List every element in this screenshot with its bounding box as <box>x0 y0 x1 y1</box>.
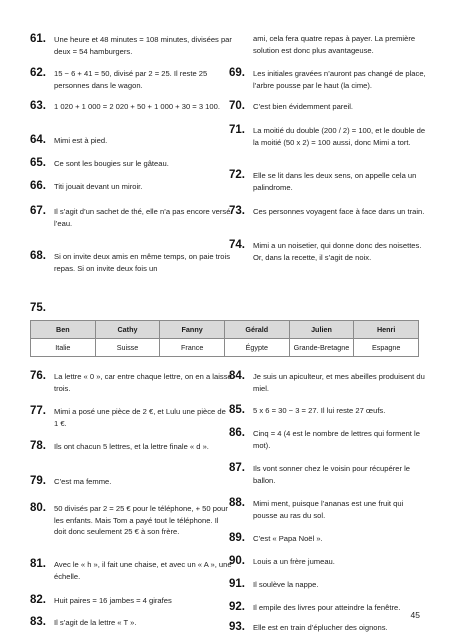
answer-number: 68. <box>30 250 46 262</box>
answer-number: 81. <box>30 558 46 570</box>
answer-number: 88. <box>229 497 245 509</box>
answer-text: 15 − 6 + 41 = 50, divisé par 2 = 25. Il reste 25 personnes dans le wagon. <box>54 69 208 90</box>
answer-number: 80. <box>30 502 46 514</box>
answer-number: 93. <box>229 621 245 633</box>
answer-75-number: 75. <box>30 302 46 314</box>
answer-number: 84. <box>229 370 245 382</box>
table-header-row <box>31 321 419 339</box>
answer-number: 69. <box>229 67 245 79</box>
answer-number: 77. <box>30 405 46 417</box>
answer-text: Mimi a posé une pièce de 2 €, et Lulu une pièce de 1 €. <box>54 407 226 428</box>
answer-text: Huit paires = 16 jambes = 4 girafes <box>54 596 172 605</box>
table-cell: Suisse <box>95 339 160 357</box>
answer-text: Mimi ment, puisque l’ananas est une fruit qui pousse au ras du sol. <box>253 499 404 520</box>
page-number: 45 <box>410 610 420 620</box>
answer-text: Mimi a un noisetier, qui donne donc des noisettes. Or, dans la recette, il s’agit de noix. <box>253 241 422 262</box>
answer-text: Ces personnes voyagent face à face dans un train. <box>253 207 425 216</box>
answer-text: Il soulève la nappe. <box>253 580 319 589</box>
answer-number: 82. <box>30 594 46 606</box>
answer-text: Ils vont sonner chez le voisin pour récupérer le ballon. <box>253 464 411 485</box>
answer-text: Les initiales gravées n’auront pas changé de place, l’arbre pousse par le haut (la cime). <box>253 69 426 90</box>
answer-number: 76. <box>30 370 46 382</box>
answer-text: Il s’agit de la lettre « T ». <box>54 618 137 627</box>
answer-number: 64. <box>30 134 46 146</box>
answer-text: Elle se lit dans les deux sens, on appelle cela un palindrome. <box>253 171 417 192</box>
table-header-cell: Gérald <box>224 321 289 339</box>
answer-number: 86. <box>229 427 245 439</box>
table-header-cell: Henri <box>354 321 419 339</box>
answer-text: La lettre « 0 », car entre chaque lettre, on en a laissé trois. <box>54 372 232 393</box>
answer-number: 63. <box>30 100 46 112</box>
answer-text: Cinq = 4 (4 est le nombre de lettres qui forment le mot). <box>253 429 420 450</box>
answer-number: 67. <box>30 205 46 217</box>
answer-text: ami, cela fera quatre repas à payer. La première solution est donc plus avantageuse. <box>253 34 416 55</box>
answer-text: C’est « Papa Noël ». <box>253 534 323 543</box>
table-cell: France <box>160 339 225 357</box>
table-cell: Espagne <box>354 339 419 357</box>
answer-number: 62. <box>30 67 46 79</box>
answer-text: Louis a un frère jumeau. <box>253 557 335 566</box>
answer-number: 91. <box>229 578 245 590</box>
table-header-cell: Cathy <box>95 321 160 339</box>
answer-text: Si on invite deux amis en même temps, on paie trois repas. Si on invite deux fois un <box>54 252 231 273</box>
answer-number: 73. <box>229 205 245 217</box>
answer-number: 79. <box>30 475 46 487</box>
answer-number: 92. <box>229 601 245 613</box>
answer-text: C’est ma femme. <box>54 477 112 486</box>
answer-number: 87. <box>229 462 245 474</box>
answer-75-table <box>30 320 419 357</box>
answer-text: La moitié du double (200 / 2) = 100, et le double de la moitié (50 x 2) = 100 aussi, donc Mimi a tort. <box>253 126 426 147</box>
answer-text: Mimi est à pied. <box>54 136 108 145</box>
answer-number: 83. <box>30 616 46 628</box>
table-header-cell: Fanny <box>160 321 225 339</box>
table-cell: Italie <box>31 339 96 357</box>
answer-text: Je suis un apiculteur, et mes abeilles produisent du miel. <box>253 372 425 393</box>
answer-text: 1 020 + 1 000 = 2 020 + 50 + 1 000 + 30 = 3 100. <box>54 102 220 111</box>
answer-number: 89. <box>229 532 245 544</box>
answer-text: Elle est en train d’éplucher des oignons. <box>253 623 388 632</box>
answer-number: 66. <box>30 180 46 192</box>
answer-number: 90. <box>229 555 245 567</box>
answer-text: Avec le « h », il fait une chaise, et avec un « A », une échelle. <box>54 560 232 581</box>
answer-number: 78. <box>30 440 46 452</box>
table-row <box>31 339 419 357</box>
answer-text: C’est bien évidemment pareil. <box>253 102 354 111</box>
answer-text: 5 x 6 = 30 − 3 = 27. Il lui reste 27 œufs. <box>253 406 386 415</box>
answer-text: Titi jouait devant un miroir. <box>54 182 143 191</box>
answer-text: Ils ont chacun 5 lettres, et la lettre finale « d ». <box>54 442 209 451</box>
answer-number: 74. <box>229 239 245 251</box>
answer-number: 72. <box>229 169 245 181</box>
answer-text: 50 divisés par 2 = 25 € pour le téléphone, + 50 pour les enfants. Mais Tom a payé tout le téléphone. Il doit donc seulement 25 € à son frère. <box>54 504 228 536</box>
answer-text: Une heure et 48 minutes = 108 minutes, divisées par deux = 54 hamburgers. <box>54 35 232 56</box>
answer-number: 70. <box>229 100 245 112</box>
table-cell: Grande-Bretagne <box>289 339 354 357</box>
answer-number: 61. <box>30 33 46 45</box>
answer-text: Ce sont les bougies sur le gâteau. <box>54 159 169 168</box>
answer-text: Il s’agit d’un sachet de thé, elle n’a pas encore versé l’eau. <box>54 207 231 228</box>
answer-text: Il empile des livres pour atteindre la fenêtre. <box>253 603 401 612</box>
table-header-cell: Julien <box>289 321 354 339</box>
answer-number: 65. <box>30 157 46 169</box>
table-cell: Égypte <box>224 339 289 357</box>
table-header-cell: Ben <box>31 321 96 339</box>
answer-number: 71. <box>229 124 245 136</box>
answer-number: 85. <box>229 404 245 416</box>
